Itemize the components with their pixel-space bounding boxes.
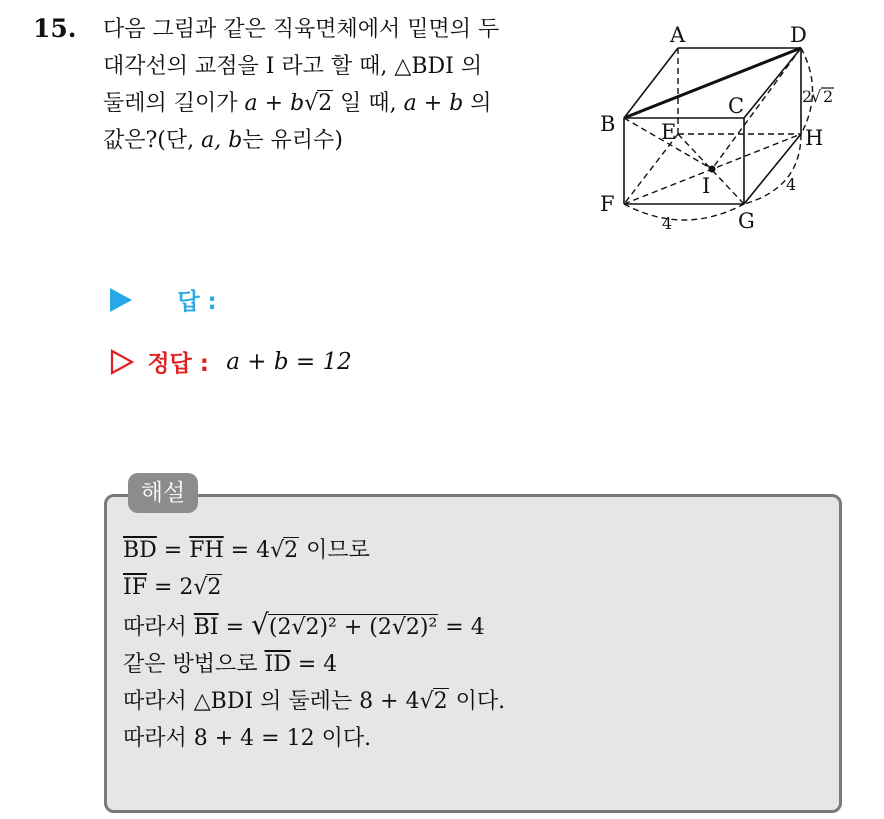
dim-height-radical: √ [811, 87, 822, 106]
question-text [103, 11, 573, 159]
plus: + [257, 91, 291, 116]
dim-arc-width [624, 204, 744, 220]
question-line-1: 다음 그림과 같은 직육면체에서 밑면의 두 [103, 17, 500, 42]
point-I [709, 166, 716, 173]
q3-pre: 둘레의 길이가 [103, 91, 238, 116]
label-E: E [661, 120, 677, 144]
eq-4: = 4 [223, 538, 271, 563]
dim-height-root: 2 [823, 87, 834, 106]
var-a2: a [403, 91, 417, 116]
l1-post: 이므로 [299, 538, 370, 563]
q4-post: 는 유리수) [242, 128, 343, 153]
q3-mid: 일 때, [333, 91, 397, 116]
question-line-2: 대각선의 교점을 I 라고 할 때, △BDI 의 [103, 54, 483, 79]
seg-BD: $\overline{BD}$ [123, 538, 157, 563]
q3-post: 의 [463, 91, 492, 116]
outline-triangle-icon [110, 349, 134, 375]
solution-line-4 [123, 646, 505, 683]
label-C: C [728, 94, 745, 118]
solution-line-6: 따라서 8 + 4 = 12 이다. [123, 726, 372, 751]
l4-post: = 4 [290, 652, 338, 677]
question-number: 15. [33, 14, 77, 43]
label-D: D [790, 23, 807, 47]
solution-line-5 [123, 683, 505, 720]
label-F: F [600, 192, 615, 216]
answer-row [110, 283, 217, 316]
l5-pre: 따라서 △BDI 의 둘레는 8 + 4 [123, 689, 420, 714]
var-b2: b [449, 91, 464, 116]
label-B: B [600, 112, 616, 136]
eq-2: = 2 [146, 575, 194, 600]
solution-line-2 [123, 569, 505, 606]
seg-ID: $\overline{ID}$ [264, 652, 291, 677]
solution-line-1 [123, 532, 505, 569]
label-G: G [738, 209, 755, 233]
eq: = [218, 615, 252, 640]
big-sqrt: √(2√2)² + (2√2)² [251, 608, 438, 641]
question-line-3 [103, 85, 573, 122]
key-answer-value: a + b = 12 [226, 348, 352, 375]
sqrt-2: √2 [270, 538, 299, 563]
cuboid-figure [596, 18, 866, 243]
seg-IF: $\overline{IF}$ [123, 575, 147, 600]
label-H: H [805, 126, 824, 150]
sqrt-2: √2 [419, 689, 448, 714]
l3-pre: 따라서 [123, 615, 194, 640]
solution-line-3 [123, 606, 505, 646]
var-ab: a, b [201, 128, 243, 153]
var-a: a [244, 91, 258, 116]
l5-post: 이다. [448, 689, 506, 714]
key-answer-label: 정답 : [147, 351, 209, 377]
dim-depth: 4 [786, 175, 797, 194]
label-A: A [670, 23, 686, 47]
q4-pre: 값은?(단, [103, 128, 202, 153]
solution-tag: 해설 [128, 473, 198, 513]
var-b: b [290, 91, 305, 116]
eq: = [156, 538, 190, 563]
answer-label: 답 : [177, 289, 217, 315]
sqrt-inner: (2√2)² + (2√2)² [268, 615, 438, 640]
solution-lines [123, 532, 505, 757]
play-triangle-icon [110, 288, 132, 312]
l3-post: = 4 [438, 615, 485, 640]
l4-pre: 같은 방법으로 [123, 652, 265, 677]
key-answer-row [110, 345, 352, 378]
dim-width: 4 [662, 214, 673, 233]
sqrt-2: √2 [304, 91, 333, 116]
plus2: + [416, 91, 450, 116]
sqrt-2: √2 [193, 575, 222, 600]
label-I: I [702, 174, 711, 198]
seg-FH: $\overline{FH}$ [189, 538, 224, 563]
dim-height-coef: 2 [802, 87, 813, 106]
seg-BI: $\overline{BI}$ [193, 615, 219, 640]
question-line-4 [103, 122, 573, 159]
